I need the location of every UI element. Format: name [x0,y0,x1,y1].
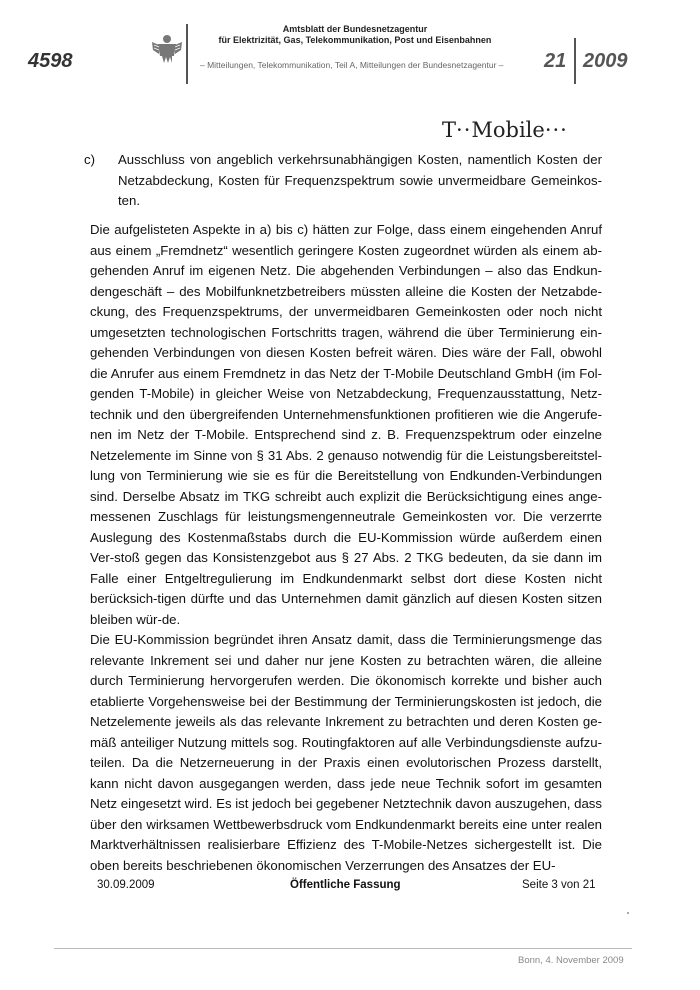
bottom-divider [54,948,632,949]
paragraph-1: Die aufgelisteten Aspekte in a) bis c) hätten zur Folge, dass einem eingehenden Anruf aus einem „Fremdnetz“ wesentlich geringere Kosten zugeordnet würden als einem ab-gehenden Anruf im eigenen Netz. Die abgehenden Verbindungen – also das Endkun-dengeschäft – des Mobilfunknetzbetreibers müssten alleine die Kosten der Netzabde-ckung, des Frequenzspektrums, der unvermeidbaren Gemeinkosten oder noch nicht umgesetzten technologischen Fortschritts tragen, während die über Terminierung ein-gehenden Verbindungen von diesen Kosten befreit wären. Dies wäre der Fall, obwohl die Anrufer aus einem Fremdnetz in das Netz der T-Mobile Deutschland GmbH (im Fol-genden T-Mobile) in gleicher Weise von Netzabdeckung, Frequenzausstattung, Netz-technik und den übergreifenden Unternehmensfunktionen profitieren wie die Angerufe-nen im Netz der T-Mobile. Entsprechend sind z. B. Frequenzspektrum oder einzelne Netzelemente im Sinne von § 31 Abs. 2 genauso notwendig für die Leistungsbereitstel-lung von Terminierung wie sie es für die Bereitstellung von Endkunden-Verbindungen sind. Derselbe Absatz im TKG schreibt auch explizit die Berücksichtigung eines ange-messenen Zuschlags für leistungsmengenneutrale Gemeinkosten vor. Die verzerrte Auslegung des Kostenmaßstabs durch die EU-Kommission würde außerdem einen Ver-stoß gegen das Konsistenzgebot aus § 27 Abs. 2 TKG bedeuten, da sie dann im Falle einer Entgeltregulierung im Endkundenmarkt selbst dort diese Kosten nicht berücksich-tigen dürfte und das Unternehmen damit gänzlich auf diesen Kosten sitzen bleiben wür-de. [90,222,602,627]
footer-date: 30.09.2009 [97,879,155,891]
t-mobile-logo [442,118,568,142]
header-divider [186,24,188,84]
logo-dots-right: ··· [544,118,568,142]
issue-number: 21 [544,50,567,72]
federal-eagle-icon [150,32,184,66]
journal-title-line1: Amtsblatt der Bundesnetzagentur [282,24,428,34]
footer-page-number: Seite 3 von 21 [522,879,596,891]
logo-dots-left: ·· [456,118,472,142]
issue-divider [574,38,576,84]
logo-letter: T [442,118,457,142]
publication-date: Bonn, 4. November 2009 [518,955,624,966]
margin-mark [627,912,629,914]
journal-title-line2: für Elektrizität, Gas, Telekommunikation, Post und Eisenbahnen [218,35,492,45]
logo-brand: Mobile [471,118,545,142]
list-item-c [84,150,602,212]
journal-subtitle: – Mitteilungen, Telekommunikation, Teil A, Mitteilungen der Bundesnetzagentur – [200,60,504,70]
journal-title [190,24,520,46]
list-item-text: Ausschluss von angeblich verkehrsunabhängigen Kosten, namentlich Kosten der Netzabdeckung, Kosten für Frequenzspektrum sowie unvermeidbare Gemeinkos-ten. [118,152,602,208]
issue-year: 2009 [583,50,628,72]
footer-label: Öffentliche Fassung [290,879,401,891]
paragraph-2: Die EU-Kommission begründet ihren Ansatz damit, dass die Terminierungsmenge das relevante Inkrement sei und daher nur jene Kosten zu betrachten wären, die alleine durch Terminierung hervorgerufen werden. Die ökonomisch korrekte und bisher auch etablierte Vorgehensweise bei der Bestimmung der Terminierungskosten ist jedoch, die Netzelemente jeweils als das relevante Inkrement zu betrachten und deren Kosten ge-mäß anteiliger Nutzung mittels sog. Routingfaktoren auf alle Verbindungsdienste aufzu-teilen. Da die Netzerneuerung in der Praxis einen evolutorischen Prozess darstellt, kann nicht davon ausgegangen werden, dass jede neue Technik sofort im gesamten Netz eingesetzt wird. Es ist jedoch bei gegebener Netztechnik davon auszugehen, dass über den wirksamen Wettbewerbsdruck vom Endkundenmarkt bereits eine unter realen Marktverhältnissen realisierbare Effizienz des T-Mobile-Netzes sichergestellt ist. Die oben bereits beschriebenen ökonomischen Verzerrungen des Ansatzes der EU- [90,632,602,873]
page-number: 4598 [28,50,73,72]
list-item-label: c) [84,152,95,167]
